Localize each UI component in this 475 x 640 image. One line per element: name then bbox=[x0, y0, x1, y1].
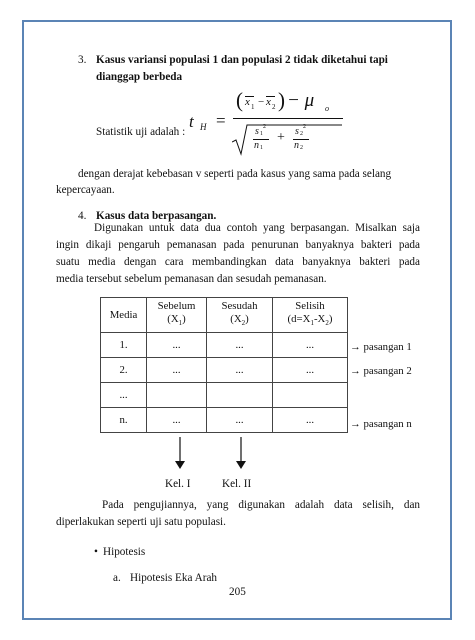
closing-paragraph bbox=[56, 497, 420, 531]
item3-heading-line1: Kasus variansi populasi 1 dan populasi 2 tidak diketahui tapi bbox=[96, 54, 388, 66]
formula-mu-sub: o bbox=[325, 104, 329, 113]
item4-heading: Kasus data berpasangan. bbox=[96, 210, 217, 222]
right-arrow-icon: → bbox=[350, 418, 361, 430]
formula-label: Statistik uji adalah : bbox=[96, 126, 186, 138]
sub-item-letter: a. bbox=[113, 572, 121, 584]
formula-n2: n bbox=[294, 140, 299, 151]
paired-data-table bbox=[100, 297, 348, 433]
fraction-line bbox=[233, 118, 343, 119]
paren-right: ) bbox=[278, 88, 285, 112]
sqrt-sign bbox=[232, 122, 342, 156]
df-paragraph bbox=[78, 166, 420, 183]
formula-s1: s bbox=[255, 126, 259, 137]
table-row: 1. ... ... ... bbox=[101, 333, 348, 358]
formula-equals: = bbox=[216, 111, 226, 130]
item3-number: 3. bbox=[78, 54, 87, 66]
item4-line-1: Digunakan untuk data dua contoh yang berpasangan. Misalkan saja bbox=[94, 222, 420, 234]
formula-n1: n bbox=[254, 140, 259, 151]
item4-line-2: ingin dikaji pengaruh pemanasan pada penurunan banyaknya bakteri pada bbox=[56, 239, 420, 251]
formula-plus: + bbox=[277, 130, 285, 145]
formula-x2: x bbox=[266, 96, 271, 108]
group-label-2: Kel. II bbox=[222, 478, 252, 490]
formula-n1-sub: 1 bbox=[260, 145, 263, 151]
table-row: 2. ... ... ... bbox=[101, 358, 348, 383]
group-label-1: Kel. I bbox=[165, 478, 191, 490]
item4-line-4: media tersebut sebelum pemanasan dan sesudah pemanasan. bbox=[56, 273, 327, 285]
pair-label-1: → pasangan 1 bbox=[350, 341, 412, 353]
paren-left: ( bbox=[236, 88, 243, 112]
formula-s2-sup: 2 bbox=[303, 124, 306, 130]
down-arrow-icon bbox=[173, 437, 187, 469]
header-sesudah: Sesudah $(X_2)$ bbox=[207, 298, 273, 333]
header-media: Media bbox=[101, 298, 147, 333]
header-sebelum: Sebelum $(X_1)$ bbox=[147, 298, 207, 333]
formula-lhs-sub: H bbox=[200, 122, 207, 132]
closing-line-2: diperlakukan seperti uji satu populasi. bbox=[56, 516, 226, 528]
right-arrow-icon: → bbox=[350, 341, 361, 353]
formula-n2-sub: 2 bbox=[300, 145, 303, 151]
table-row: n. ... ... ... bbox=[101, 408, 348, 433]
header-selisih: Selisih $(d=X_1-X_2)$ bbox=[273, 298, 348, 333]
t-statistic-formula bbox=[186, 88, 346, 158]
item3-heading-line2: dianggap berbeda bbox=[96, 71, 183, 83]
item4-paragraph bbox=[56, 220, 420, 288]
formula-s1-sup: 2 bbox=[263, 124, 266, 130]
down-arrow-icon bbox=[234, 437, 248, 469]
table-row: ... bbox=[101, 383, 348, 408]
formula-minus-mu: − μ bbox=[287, 90, 315, 111]
sub-item-text: Hipotesis Eka Arah bbox=[130, 572, 217, 584]
closing-line-1: Pada pengujiannya, yang digunakan adalah data selisih, dan bbox=[102, 499, 420, 511]
table-header-row bbox=[101, 298, 348, 333]
formula-s2: s bbox=[295, 126, 299, 137]
item4-number: 4. bbox=[78, 210, 87, 222]
formula-minus: − bbox=[258, 96, 265, 108]
formula-x1: x bbox=[245, 96, 250, 108]
pair-label-2: → pasangan 2 bbox=[350, 365, 412, 377]
right-arrow-icon: → bbox=[350, 365, 361, 377]
formula-x1-sub: 1 bbox=[251, 103, 255, 111]
page-number: 205 bbox=[229, 586, 246, 598]
formula-s1-sub: 1 bbox=[260, 131, 263, 137]
df-line-2: kepercayaan. bbox=[56, 184, 115, 196]
df-line-1: dengan derajat kebebasan v seperti pada kasus yang sama pada selang bbox=[78, 168, 392, 180]
formula-s2-sub: 2 bbox=[300, 131, 303, 137]
formula-x2-sub: 2 bbox=[272, 103, 276, 111]
bullet-hipotesis: Hipotesis bbox=[103, 546, 146, 558]
formula-lhs: t bbox=[189, 112, 194, 131]
pair-label-n: → pasangan n bbox=[350, 418, 412, 430]
item4-line-3: suatu media dengan cara membandingkan data banyaknya bakteri pada bbox=[56, 256, 420, 268]
bullet-marker: • bbox=[94, 546, 98, 558]
